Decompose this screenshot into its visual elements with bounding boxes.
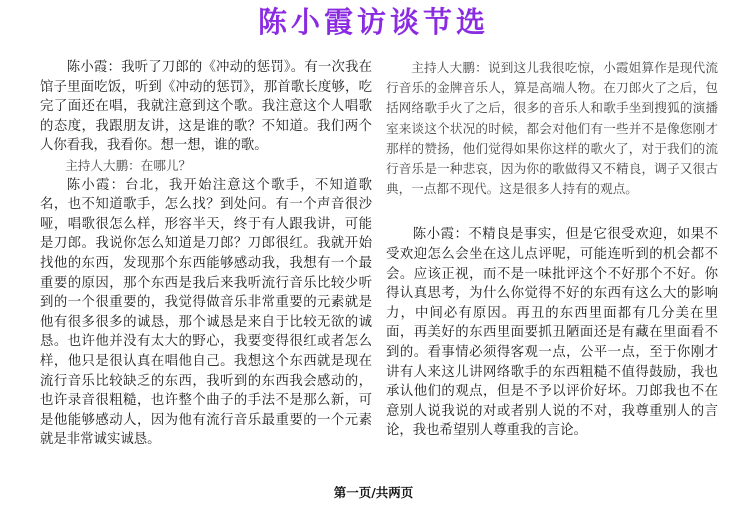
host-remark: 主持人大鹏：说到这儿我很吃惊，小霞姐算作是现代流行音乐的金牌音乐人，算是高端人物。在刀郎火了之后，包括网络歌手火了之后，很多的音乐人和歌手坐到搜狐的演播室来谈这个状况的时候，都会对他们有一些并不是像您刚才那样的赞扬，他们觉得如果你这样的歌火了，对于我们的流行音乐是一种悲哀，因为你的歌做得又不精良，调子又很古典，一点都不现代。这是很多人持有的观点。 bbox=[386, 60, 718, 197]
left-column bbox=[40, 58, 372, 450]
paragraph-gap bbox=[386, 199, 718, 225]
interview-paragraph: 陈小霞：不精良是事实，但是它很受欢迎，如果不受欢迎怎么会坐在这儿点评呢，可能连听到的机会都不会。应该正视，而不是一味批评这个不好那个不好。你得认真思考，为什么你觉得不好的东西有这么大的影响力，中间必有原因。再丑的东西里面都有几分美在里面，再美好的东西里面要抓丑陋面还是有藏在里面看不到的。看事情必须得客观一点，公平一点，至于你刚才讲有人来这儿讲网络歌手的东西粗糙不值得鼓励，我也承认他们的观点，但是不予以评价好坏。刀郎我也不在意别人说我说的对或者别人说的不对，我尊重别人的言论，我也希望别人尊重我的言论。 bbox=[386, 227, 718, 439]
right-column bbox=[386, 58, 718, 441]
page-footer: 第一页/共两页 bbox=[333, 485, 414, 500]
host-question: 主持人大鹏：在哪儿？ bbox=[65, 157, 192, 173]
page-title: 陈小霞访谈节选 bbox=[257, 5, 489, 39]
interview-paragraph: 陈小霞：台北，我开始注意这个歌手，不知道歌名，也不知道歌手，怎么找？到处问。有一个声音很沙哑，唱歌很怎么样，形容半天，终于有人跟我讲，可能是刀郎。我说你怎么知道是刀郎？刀郎很红。我就开始找他的东西，发现那个东西能够感动我，我想有一个最重要的原因，那个东西是我后来我听流行音乐比较少听到的一个很重要的，我觉得做音乐非常重要的元素就是他有很多很多的诚恳，那个诚恳是来自于比较无欲的诚恳。也许他并没有太大的野心，我要变得很红或者怎么样，他只是很认真在唱他自己。我想这个东西就是现在流行音乐比较缺乏的东西，我听到的东西我会感动的，也许录音很粗糙，也许整个曲子的手法不是那么新，可是他能够感动人，因为他有流行音乐最重要的一个元素就是非常诚实诚恳。 bbox=[40, 177, 372, 448]
interview-paragraph: 陈小霞：我听了刀郎的《冲动的惩罚》。有一次我在馆子里面吃饭，听到《冲动的惩罚》，那首歌长度够，吃完了面还在唱，我就注意到这个歌。我注意这个人唱歌的态度，我跟朋友讲，这是谁的歌？不知道。我们两个人你看我，我看你。想一想，谁的歌。 bbox=[40, 60, 372, 154]
